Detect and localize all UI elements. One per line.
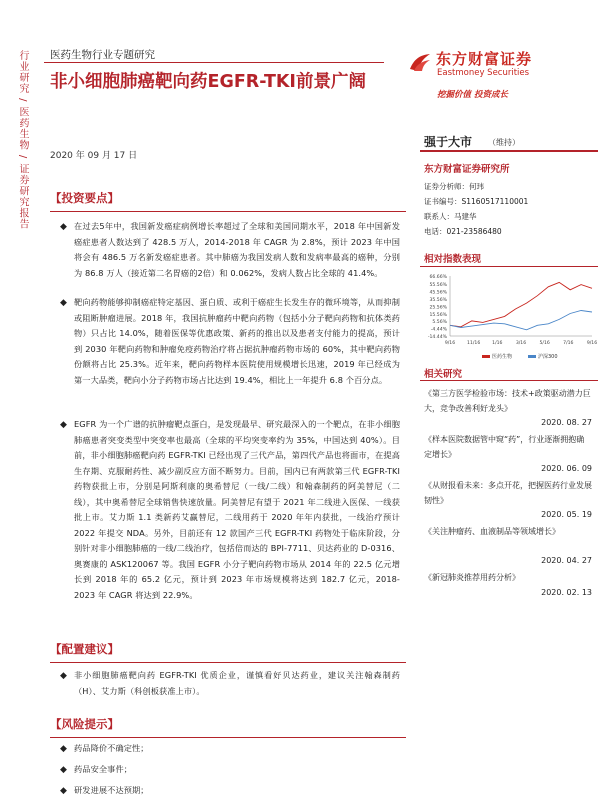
related-item-date: 2020. 06. 09 [541,464,592,473]
chart-y-tick-label: 25.56% [429,305,447,311]
rating-main: 强于大市 [424,135,473,149]
chart-legend-label: 医药生物 [492,354,513,360]
section-risk-divider [50,737,406,738]
section-risk-heading: 【风险提示】 [50,717,119,731]
related-research-divider [420,380,598,381]
related-item-date: 2020. 08. 27 [541,418,592,427]
report-category: 医药生物行业专题研究 [50,49,155,61]
bullet-icon: ◆ [60,298,67,308]
rating-sub: （维持） [488,138,520,147]
analyst-cert: 证书编号：S1160517110001 [424,197,529,206]
contact-phone: 电话：021-23586480 [424,227,502,236]
invest-point-1: 在过去5年中，我国新发癌症病例增长率超过了全球和美国同期水平，2018 年中国新发癌症患者人数达到了 428.5 万人，2014-2018 年 CAGR 为 2.8%，预计 2023 年中国将会有 486.5 万名新发癌症患者。其中肺癌为我国发病人数和发病率最高的癌种，分别为 86.8 万人（接近第二名胃癌的2倍）和 0.062%，发病人数占比全球的 41.4%。 [74,221,400,278]
related-item-title[interactable]: 《样本医院数据管中窥“药”，行业逐渐拥抱确定增长》 [424,435,585,459]
related-item-title[interactable]: 《第三方医学检验市场：技术+政策驱动潜力巨大，竞争改善利好龙头》 [424,389,591,413]
brand-logo-icon [408,51,432,73]
chart-y-tick-label: -14.44% [427,335,447,340]
chart-y-tick-label: 35.56% [429,298,447,304]
institute-name: 东方财富证券研究所 [424,164,510,175]
chart-x-tick-label: 11/16 [467,341,481,346]
related-item-title[interactable]: 《新冠肺炎推荐用药分析》 [424,573,520,582]
chart-series-line-2 [450,311,592,330]
risk-item: 药品降价不确定性； [74,743,149,753]
related-item-title[interactable]: 《从财报看未来：多点开花，把握医药行业发展韧性》 [424,481,592,505]
brand-name-cn: 东方财富证券 [436,50,533,68]
relative-index-chart [420,270,598,368]
bullet-icon: ◆ [60,765,67,775]
sidebar-category-text: 行业研究 / 医药生物 / 证券研究报告 [17,50,28,230]
bullet-icon: ◆ [60,671,67,681]
brand-name-en: Eastmoney Securities [437,68,530,78]
chart-y-tick-label: -4.44% [430,327,447,333]
bullet-icon: ◆ [60,786,67,796]
related-item-date: 2020. 02. 13 [541,588,592,597]
related-item-title[interactable]: 《关注肿瘤药、血液制品等领域增长》 [424,527,560,536]
chart-y-tick-label: 15.56% [429,312,447,318]
section-invest-divider [50,211,406,212]
bullet-icon: ◆ [60,222,67,232]
chart-x-tick-label: 1/16 [492,341,503,346]
chart-y-tick-label: 55.56% [429,283,447,289]
chart-x-tick-label: 5/16 [539,341,550,346]
chart-x-tick-label: 7/16 [563,341,574,346]
bullet-icon: ◆ [60,420,67,430]
section-suggest-title: 配置建议 [61,642,108,656]
chart-legend-swatch [528,355,536,358]
header-divider [44,62,384,63]
bullet-icon: ◆ [60,744,67,754]
chart-x-tick-label: 9/16 [586,341,598,346]
chart-series-line-1 [450,282,592,326]
related-research-title: 相关研究 [424,369,463,380]
related-item-date: 2020. 05. 19 [541,510,592,519]
section-suggest-heading: 【配置建议】 [50,642,119,656]
chart-x-tick-label: 3/16 [515,341,527,346]
chart-y-tick-label: 5.56% [432,320,447,326]
section-risk-title: 风险提示 [61,717,108,731]
section-invest-heading: 【投资要点】 [50,191,119,205]
invest-point-2: 靶向药物能够抑制癌症特定基因、蛋白质、或利于癌症生长发生存的微环境等，从而抑制或阻断肿瘤进展。2018 年，我国抗肿瘤药中靶向药物（包括小分子靶向药物和抗体类药物）只占比 14.0%，随着医保等优惠政策、新药的推出以及患者支付能力的提高，预计到 2030 年靶向药物和肿瘤免疫药物治疗将占据抗肿瘤药物市场的 60%，其中靶向药物份额将占比 25.3%。近年来，靶向药物样本医院使用规模增长迅速，2019 年已经成为第一大品类，靶向小分子药物市场占比达到 19.4%，相比上一年提升 6.8 个百分点。 [74,297,400,385]
invest-point-3: EGFR 为一个广谱的抗肿瘤靶点蛋白，是发现最早、研究最深入的一个靶点，在非小细胞肺癌患者突变类型中突变率也最高（全球的平均突变率约为 35%，中国达到 40%）。目前，非小细胞肺癌靶向药 EGFR-TKI 已经出现了三代产品，第四代产品也将面市，在提高生存期、克服耐药性、减少副反应方面不断努力。目前，国内已有两款第三代 EGFR-TKI 药物获批上市，分别是阿斯利康的奥希替尼（一线/二线）和翰森制药的阿美替尼（二线），其中奥希替尼全球销售快速放量。阿美替尼有望于 2021 年二线进入医保、一线获批上市。艾力斯 1.1 类新药艾赢替尼，二线用药于 2020 年年内获批，一线治疗预计 2022 年提交 NDA。另外，目前还有 12 款国产三代 EGFR-TKI 药物处于临床阶段，分别针对非小细胞肺癌的一线/二线治疗，包括倍而达的 BPI-7711、贝达药业的 D-0316、奥赛康的 ASK120067 等。我国 EGFR 小分子靶向药物市场从 2014 年的 22.5 亿元增长到 2018 年的 65.2 亿元，预计到 2023 年市场规模将达到 182.7 亿元，2018-2023 年 CAGR 将达到 22.9%。 [74,419,400,600]
chart-legend-label: 沪深300 [538,354,558,360]
brand-slogan: 挖掘价值 投资成长 [437,90,508,100]
report-title: 非小细胞肺癌靶向药EGFR-TKI前景广阔 [50,72,366,92]
report-date: 2020 年 09 月 17 日 [50,151,138,161]
rating-divider [420,150,598,152]
risk-item: 研发进展不达预期； [74,785,149,795]
analyst-name: 证券分析师：何玮 [424,182,484,191]
chart-y-tick-label: 66.66% [429,275,447,280]
chart-title: 相对指数表现 [424,254,482,265]
section-invest-title: 投资要点 [61,191,108,205]
chart-divider [420,266,598,267]
section-suggest-divider [50,662,406,663]
chart-y-tick-label: 45.56% [429,290,447,296]
contact-name: 联系人：马建华 [424,212,477,221]
risk-item: 药品安全事件； [74,764,133,774]
chart-legend-swatch [482,355,490,358]
suggestion-text: 非小细胞肺癌靶向药 EGFR-TKI 优质企业，谨慎看好贝达药业，建议关注翰森制药（H）、艾力斯（科创板获准上市）。 [74,670,400,696]
related-item-date: 2020. 04. 27 [541,556,592,565]
chart-x-tick-label: 9/16 [444,341,456,346]
